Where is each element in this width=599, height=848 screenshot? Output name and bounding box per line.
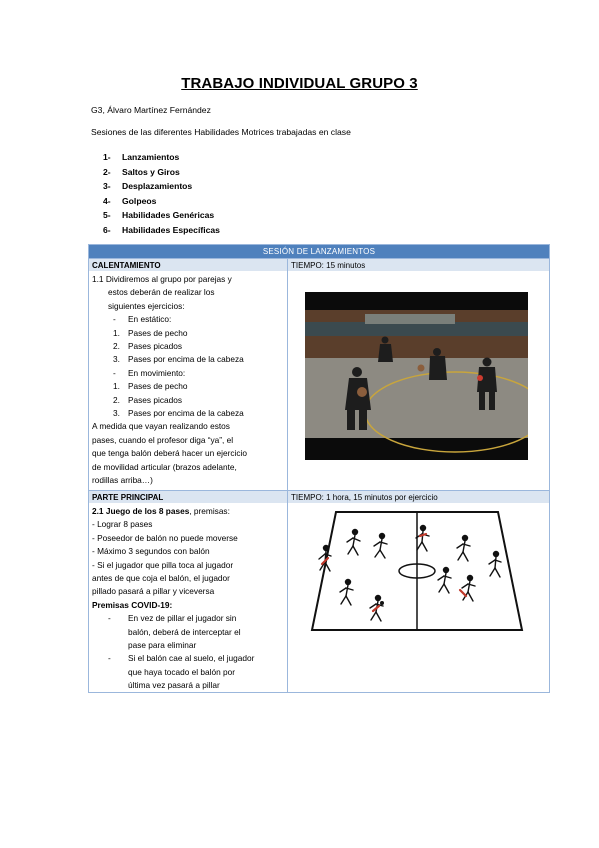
list-item: 3- Desplazamientos bbox=[103, 181, 193, 192]
column-divider bbox=[287, 258, 288, 692]
subtitle-line: Sesiones de las diferentes Habilidades Motrices trabajadas en clase bbox=[91, 127, 351, 137]
court-diagram bbox=[310, 508, 524, 635]
author-line: G3, Álvaro Martínez Fernández bbox=[91, 105, 211, 115]
warmup-label: CALENTAMIENTO bbox=[89, 258, 287, 271]
document-title: TRABAJO INDIVIDUAL GRUPO 3 bbox=[181, 75, 418, 92]
warmup-time: TIEMPO: 15 minutos bbox=[288, 258, 549, 271]
list-item: 6- Habilidades Específicas bbox=[103, 224, 220, 235]
list-item: 1- Lanzamientos bbox=[103, 152, 180, 162]
main-part-time: TIEMPO: 1 hora, 15 minutos por ejercicio bbox=[288, 490, 549, 503]
main-part-description: 2.1 Juego de los 8 pases, premisas: - Lograr 8 pases - Poseedor de balón no puede moverse - Máximo 3 segundos con balón - Si el jugador que pilla toca al jugador antes de que coja el balón, el jugador pillado pasará a pillar y viceversa Premisas COVID-19: - En vez de pillar el jugador sin balón, deberá de interceptar el pase para eliminar - Si el balón cae al suelo, el jugador que haya tocado el balón por última vez pasará a pillar bbox=[92, 506, 255, 691]
table-header: SESIÓN DE LANZAMIENTOS bbox=[89, 245, 549, 258]
warmup-photo bbox=[305, 292, 528, 460]
list-item: 2- Saltos y Giros bbox=[103, 166, 180, 177]
list-item: 5- Habilidades Genéricas bbox=[103, 210, 215, 221]
main-part-label: PARTE PRINCIPAL bbox=[89, 490, 287, 503]
warmup-description: 1.1 Dividiremos al grupo por parejas y estos deberán de realizar los siguientes ejercicios: - En estático: 1. Pases de pecho 2. Pases picados 3. Pases por encima de la cabeza - En movimiento: 1. Pases de pecho 2. Pases picados 3. Pases por encima de la cabeza A medida que vayan realizando estos pases, cuando el profesor diga “ya”, el que tenga balón deberá hacer un ejercicio de movilidad articular (brazos adelante, rodillas arriba…) bbox=[92, 274, 247, 486]
skills-list bbox=[103, 150, 220, 238]
ball-icon bbox=[380, 601, 384, 605]
list-item: 4- Golpeos bbox=[103, 195, 157, 206]
